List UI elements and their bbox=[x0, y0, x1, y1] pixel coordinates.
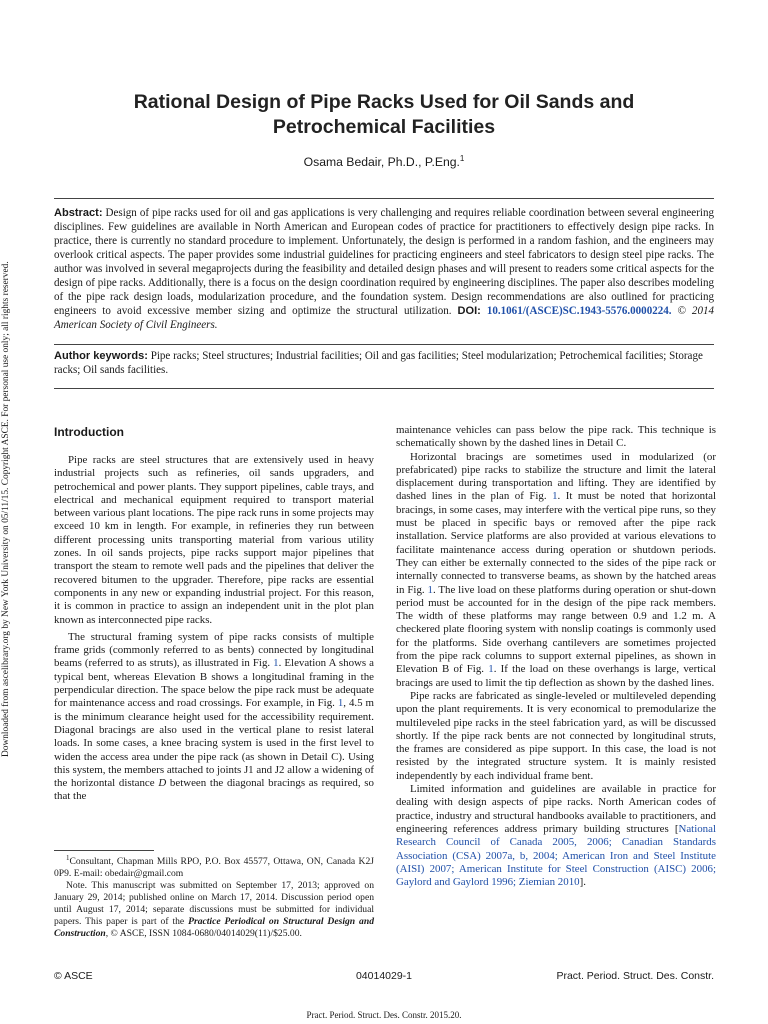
fig-1-link[interactable]: 1 bbox=[427, 583, 433, 596]
abstract-label: Abstract: bbox=[54, 207, 103, 219]
intro-paragraph-1: Pipe racks are steel structures that are extensively used in heavy industrial projects such as refineries, oil sands upgraders, and petrochemical and power plants. They support pipelines, cable trays, and electrical and mechanical equipment required to transport material between various plant locations. The pipe rack runs in some projects may exceed 10 km in length. For example, in refineries they run between different processing units transporting material from various utility zones. In oil sands projects, pipe racks support major pipelines that transport the steam to remote well pads and the pipelines that deliver the recovered bitumen to the upgrader. Therefore, pipe racks are essential components in any new or expanding industrial project. For this reason, it is common in practice to assign an independent unit in the plot plan known as interconnected pipe racks. bbox=[54, 454, 374, 626]
paragraph-text: ]. bbox=[579, 876, 586, 889]
citation-line: Pract. Period. Struct. Des. Constr. 2015.20. bbox=[306, 1010, 462, 1020]
footnote-affiliation bbox=[54, 852, 374, 880]
footnote-text: , © ASCE, ISSN 1084-0680/04014029(11)/$25.00. bbox=[105, 928, 302, 940]
abstract bbox=[54, 206, 714, 332]
author-keywords bbox=[54, 349, 714, 377]
footer-publisher: © ASCE bbox=[54, 970, 93, 982]
introduction-heading: Introduction bbox=[54, 425, 124, 439]
footnote-rule bbox=[54, 850, 154, 851]
paragraph-text: . Elevation A shows a typical bent, whereas Elevation B shows a longitudinal framing in the perpendicular direction. The space below the pipe rack must be adequate for maintenance access and road crossings. For example, in Fig. bbox=[54, 657, 374, 710]
paragraph-text: . If the load on these overhangs is large, vertical bracings are used to limit the tip deflection as shown by the dashed lines. bbox=[396, 663, 716, 689]
copyright-line: © 2014 American Society of Civil Engineers. bbox=[54, 305, 715, 331]
footnote-text: Consultant, Chapman Mills RPO, P.O. Box 45577, Ottawa, ON, Canada K2J 0P9. E-mail: obedair@gmail.com bbox=[54, 856, 374, 880]
abstract-top-rule bbox=[54, 198, 714, 199]
footnote-note bbox=[54, 880, 374, 940]
left-column bbox=[54, 424, 374, 804]
right-column bbox=[396, 424, 716, 889]
paragraph-text: between the diagonal bracings as required, so that the bbox=[54, 777, 374, 803]
footnote-mark: 1 bbox=[66, 854, 70, 862]
footnote-text: Note. This manuscript was submitted on September 17, 2013; approved on January 29, 2014; published online on March 17, 2014. Discussion period open until August 17, 2014; separate discussions must be submitted for individual papers. This paper is part of the bbox=[54, 880, 374, 928]
footer-journal: Pract. Period. Struct. Des. Constr. bbox=[556, 970, 714, 982]
paragraph-text: The structural framing system of pipe racks consists of multiple frame grids (commonly referred to as bents) connected by longitudinal beams (referred to as struts), as illustrated in Fig. bbox=[54, 630, 374, 670]
paragraph-text: Limited information and guidelines are available in practice for dealing with design aspects of pipe racks. North American codes of practice, industry and structural handbooks available to practitioners, and engineering references address primary building structures [ bbox=[396, 783, 716, 835]
keywords-label: Author keywords: bbox=[54, 350, 148, 362]
variable-d: D bbox=[158, 777, 167, 790]
author-name: Osama Bedair, Ph.D., P.Eng. bbox=[303, 155, 460, 170]
right-paragraph-2 bbox=[396, 451, 716, 690]
doi-link[interactable]: 10.1061/(ASCE)SC.1943-5576.0000224. bbox=[486, 305, 672, 317]
title-line-1: Rational Design of Pipe Racks Used for Oil Sands and bbox=[133, 91, 635, 113]
footnotes bbox=[54, 852, 374, 940]
fig-1-link[interactable]: 1 bbox=[552, 490, 558, 503]
fig-1-link[interactable]: 1 bbox=[337, 697, 344, 710]
references-link[interactable]: National Research Council of Canada 2005, 2006; Canadian Standards Association (CSA) 2007a, b, 2004; American Iron and Steel Institute (AISI) 2007; American Institute for Steel Construction (AISC) 2006; Gaylord and Gaylord 1996; Ziemian 2010 bbox=[396, 822, 716, 889]
paragraph-text: . It must be noted that horizontal bracings, in some cases, may interfere with the vertical pipe runs, so they must be placed in specific bays or removed after the pipe rack installation. Service platforms are also provided at various elevations to facilitate maintenance access during operation or shutdown periods. They can either be externally connected to the sides of the pipe rack or internally connected to transverse beams, as shown by the hatched areas in Fig. bbox=[396, 490, 716, 596]
keywords-text: Pipe racks; Steel structures; Industrial facilities; Oil and gas facilities; Steel modularization; Petrochemical facilities; Storage racks; Oil sands facilities. bbox=[54, 350, 703, 376]
footer-page-number: 04014029-1 bbox=[355, 970, 413, 982]
keywords-bottom-rule bbox=[54, 388, 714, 389]
doi-label: DOI: bbox=[457, 305, 481, 317]
download-notice: Downloaded from ascelibrary.org by New York University on 05/11/15. Copyright ASCE. For personal use only; all rights reserved. bbox=[1, 261, 11, 757]
intro-paragraph-2 bbox=[54, 631, 374, 804]
keywords-top-rule bbox=[54, 344, 714, 345]
fig-1-link[interactable]: 1 bbox=[273, 657, 279, 670]
paragraph-text: . The live load on these platforms during operation or shut-down period must be accounted for in the design of the pipe rack members. The width of these platforms may range between 0.9 and 1.2 m. A checkered plate flooring system with nonslip coatings is commonly used for the platforms. Side overhang cantilevers are sometimes projected from the pipe rack columns to support external pipelines, as shown in Elevation B of Fig. bbox=[396, 583, 716, 676]
author-footnote-mark: 1 bbox=[459, 154, 465, 163]
journal-name: Practice Periodical on Structural Design and Construction bbox=[54, 916, 374, 940]
right-paragraph-4 bbox=[396, 783, 716, 889]
author-line bbox=[60, 154, 708, 169]
paragraph-text: Horizontal bracings are sometimes used in modularized (or prefabricated) pipe racks to stabilize the structure and limit the lateral displacement during transportation and lifting. They are identified by dashed lines in the plan of Fig. bbox=[396, 450, 716, 503]
paragraph-text: , 4.5 m is the minimum clearance height used for the accessibility requirement. Diagonal bracings are also used in the vertical plane to resist lateral loads. In some cases, a knee bracing system is used in the first level to widen the access area under the pipe rack (as shown in Detail C). Using this system, the members attached to joints J1 and J2 allow a widening of the horizontal distance bbox=[54, 697, 375, 790]
abstract-text: Design of pipe racks used for oil and gas applications is very challenging and requires reliable coordination between several engineering disciplines. Few guidelines are available in North American and European codes of practice for practitioners to effectively design pipe racks. In practice, there is currently no standard procedure to implement. Unfortunately, the design is performed in a random fashion, and the engineers may overlook critical aspects. The paper provides some industrial guidelines for practicing engineers and steel fabricators to design steel pipe racks. The author was involved in several megaprojects during the feasibility and detailed design phases and will present to readers some critical aspects for the design of pipe racks. Additionally, there is a focus on the design coordination required by engineering disciplines. The paper also describes modeling of the pipe rack design loads, modularization procedure, and the foundation system. Design recommendations are also outlined for practicing engineers to avoid excessive member sizing and optimize the structural utilization. bbox=[54, 207, 714, 317]
right-paragraph-3: Pipe racks are fabricated as single-leveled or multileveled depending upon the plant requirements. It is very economical to premodularize the multileveled pipe racks in the steel fabrication yard, as will be discussed shortly. If the pipe rack bents are not connected by longitudinal struts, the frames are considered as pipe support. In this case, the load is not resisted by the integrated structure system. It is mainly resisted independently by each individual frame bent. bbox=[396, 689, 716, 782]
paper-title bbox=[60, 90, 708, 140]
title-line-2: Petrochemical Facilities bbox=[272, 116, 496, 138]
right-paragraph-1: maintenance vehicles can pass below the pipe rack. This technique is schematically shown by the dashed lines in Detail C. bbox=[396, 424, 716, 450]
fig-1-link[interactable]: 1 bbox=[488, 663, 494, 676]
